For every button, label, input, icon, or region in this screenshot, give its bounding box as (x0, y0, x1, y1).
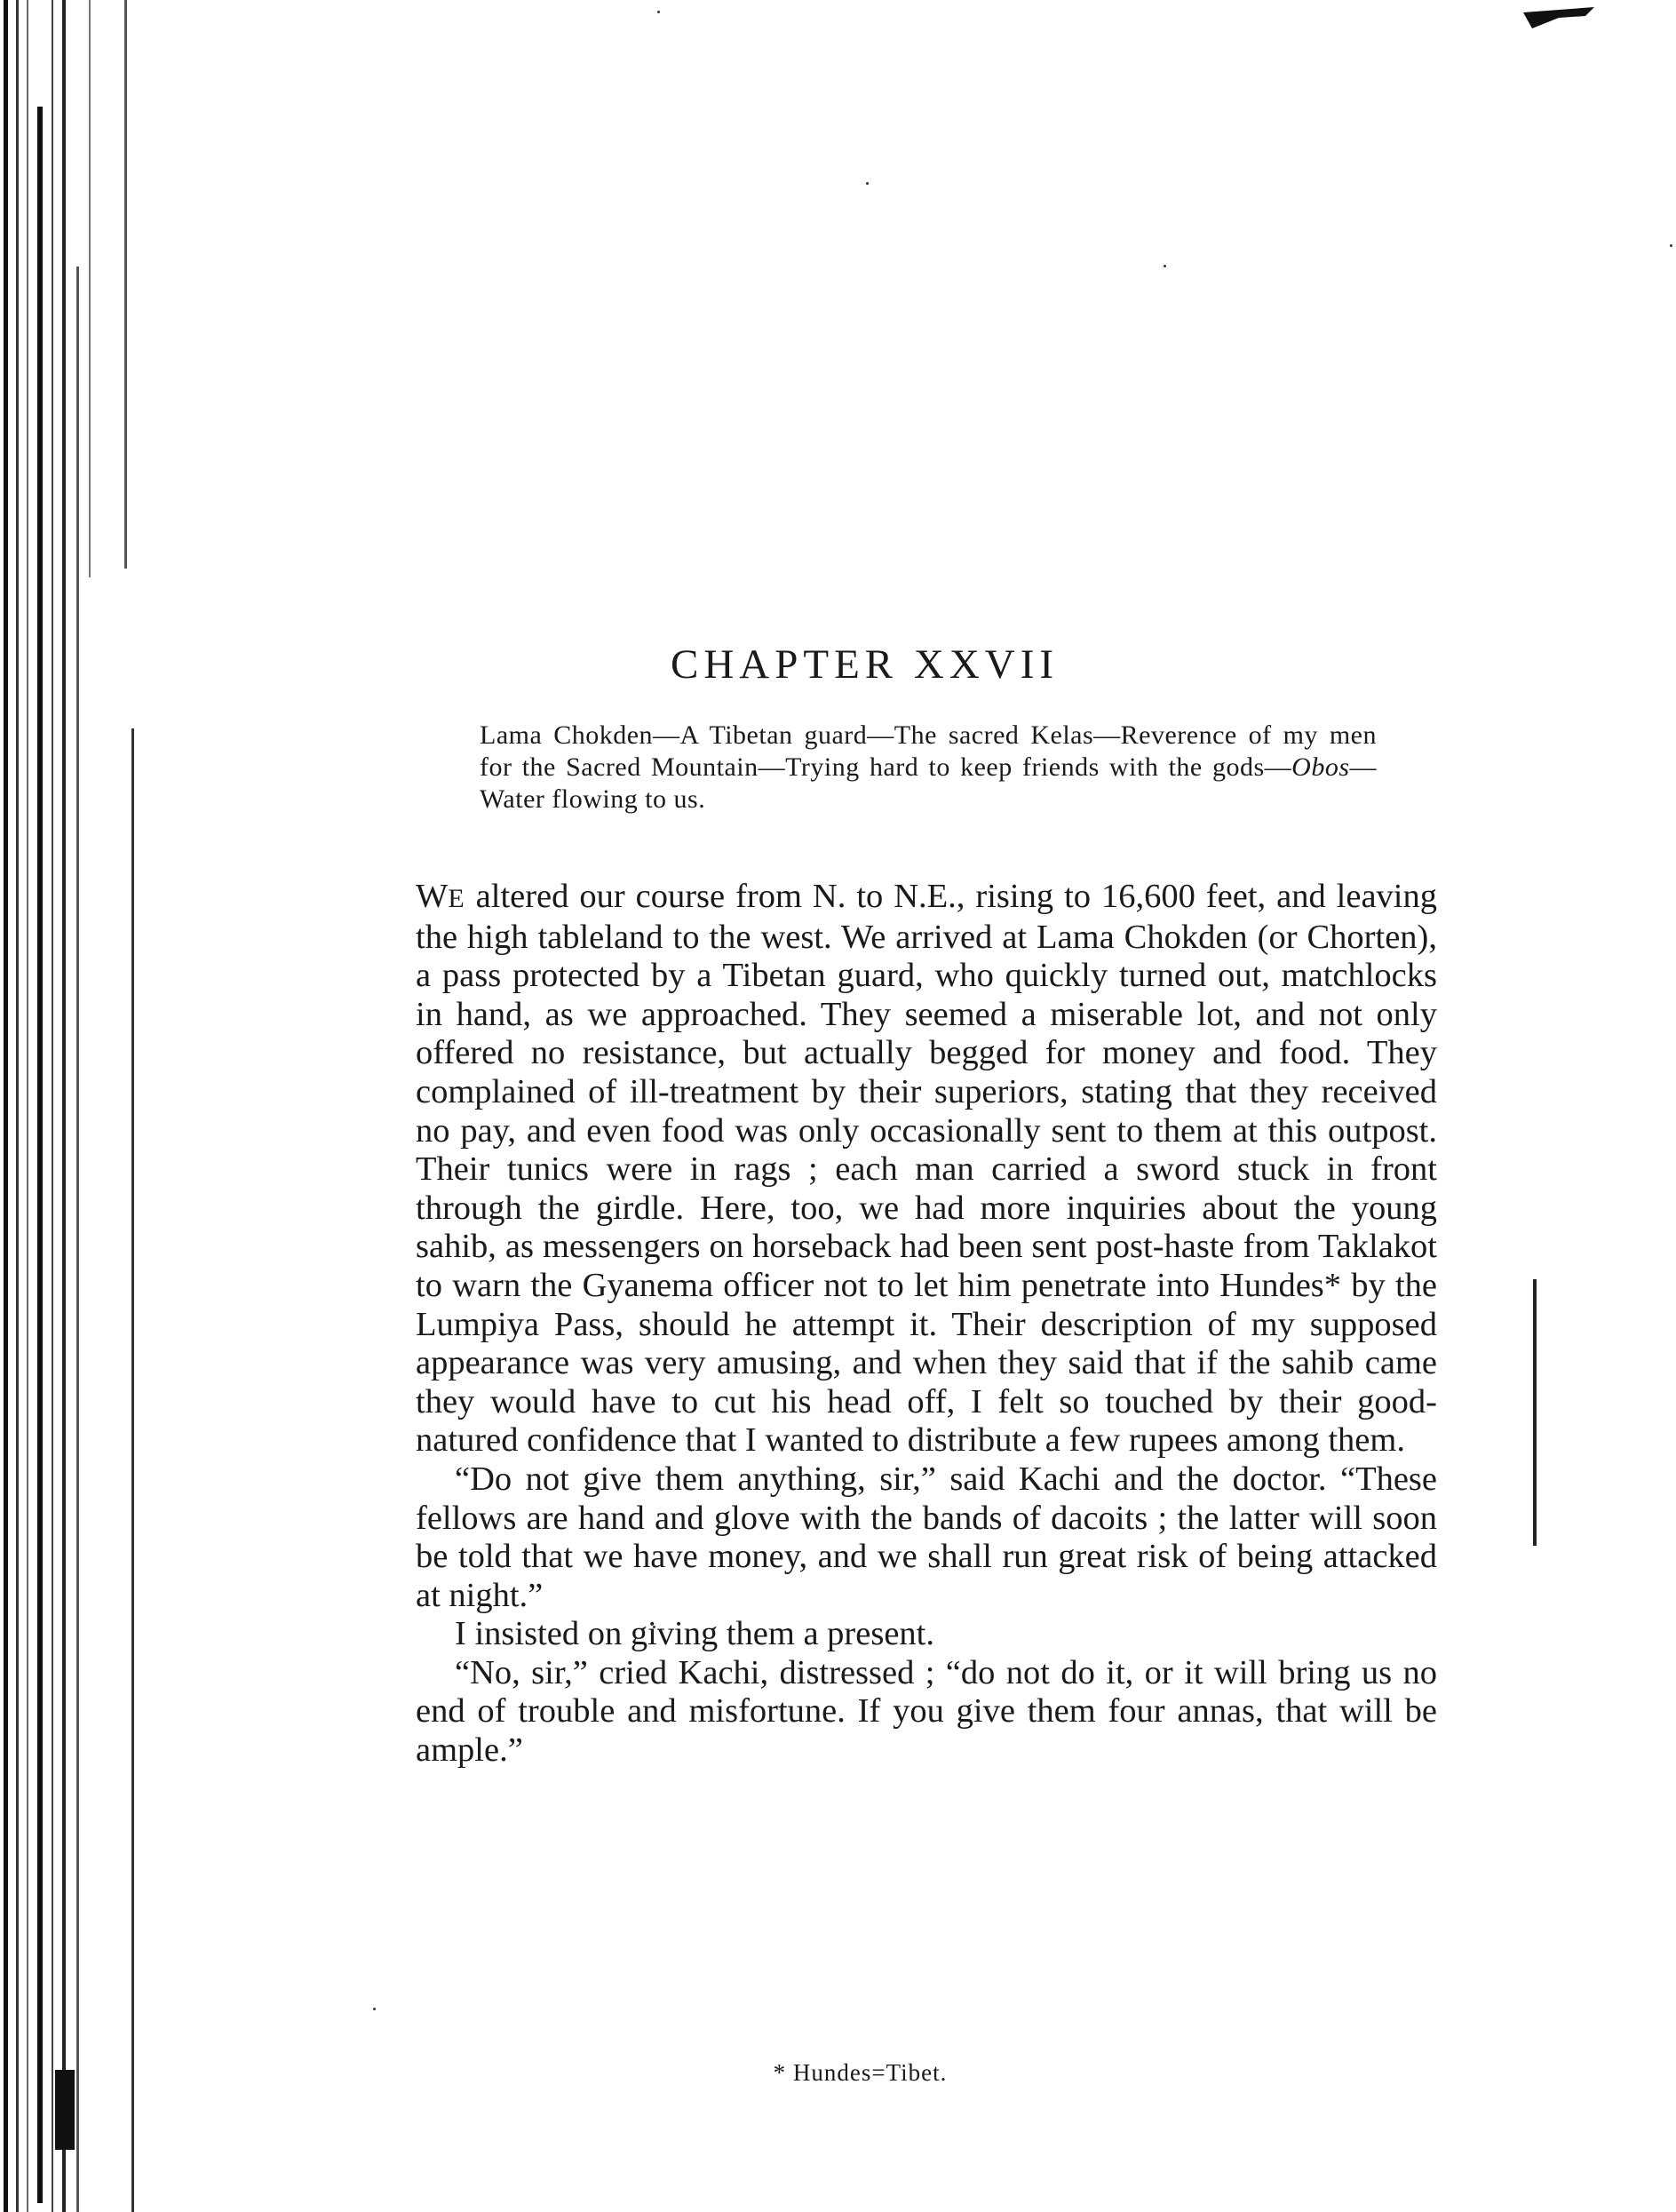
summary-text-end: —Water flowing to us. (480, 752, 1377, 814)
paragraph: I insisted on giving them a present. (455, 1615, 934, 1653)
scan-artifact-line (1533, 1279, 1537, 1546)
drop-word-w: W (416, 878, 449, 915)
paragraph: “Do not give them anything, sir,” said Kachi and the doctor. “These fellows are hand and glove with the bands of dacoits ; the latter will soon be told that we have money, and we shall run great risk of being attacked at night.” (416, 1460, 1437, 1614)
summary-text: Lama Chokden—A Tibetan guard—The sacred Kelas—Reverence of my men for the Sacred Mountain—Trying hard to keep friends with the gods— (480, 720, 1377, 782)
corner-ink-mark (1523, 5, 1594, 41)
drop-word-e: E (448, 884, 465, 913)
binding-edge (0, 0, 155, 2212)
paragraph-1-text: altered our course from N. to N.E., rising to 16,600 feet, and leaving the high tableland to the west. We arrived at Lama Chokden (or Chorten), a pass protected by a Tibetan guard, who quickly turned out, matchlocks in hand, as we approached. They seemed a miserable lot, and not only offered no resistance, but actually begged for money and food. They complained of ill-treatment by their superiors, stating that they received no pay, and even food was only occasionally sent to them at this outpost. Their tunics were in rags ; each man carried a sword stuck in front through the girdle. Here, too, we had more inquiries about the young sahib, as messengers on horseback had been sent post-haste from Taklakot to warn the Gyanema officer not to let him penetrate into Hundes* by the Lumpiya Pass, should he attempt it. Their description of my supposed appearance was very amusing, and when they said that if the sahib came they would have to cut his head off, I felt so touched by their good-natured confidence that I wanted to distribute a few rupees among them. (416, 878, 1438, 1460)
paragraph (416, 878, 1437, 1460)
summary-italic-obos: Obos (1291, 752, 1350, 782)
footnote: * Hundes=Tibet. (773, 2059, 948, 2086)
paragraph: “No, sir,” cried Kachi, distressed ; “do not do it, or it will bring us no end of trouble and misfortune. If you give them four annas, that will be ample.” (416, 1653, 1437, 1770)
chapter-title: CHAPTER XXVII (670, 641, 1060, 688)
chapter-summary (480, 720, 1377, 816)
body-text (416, 878, 1437, 1770)
